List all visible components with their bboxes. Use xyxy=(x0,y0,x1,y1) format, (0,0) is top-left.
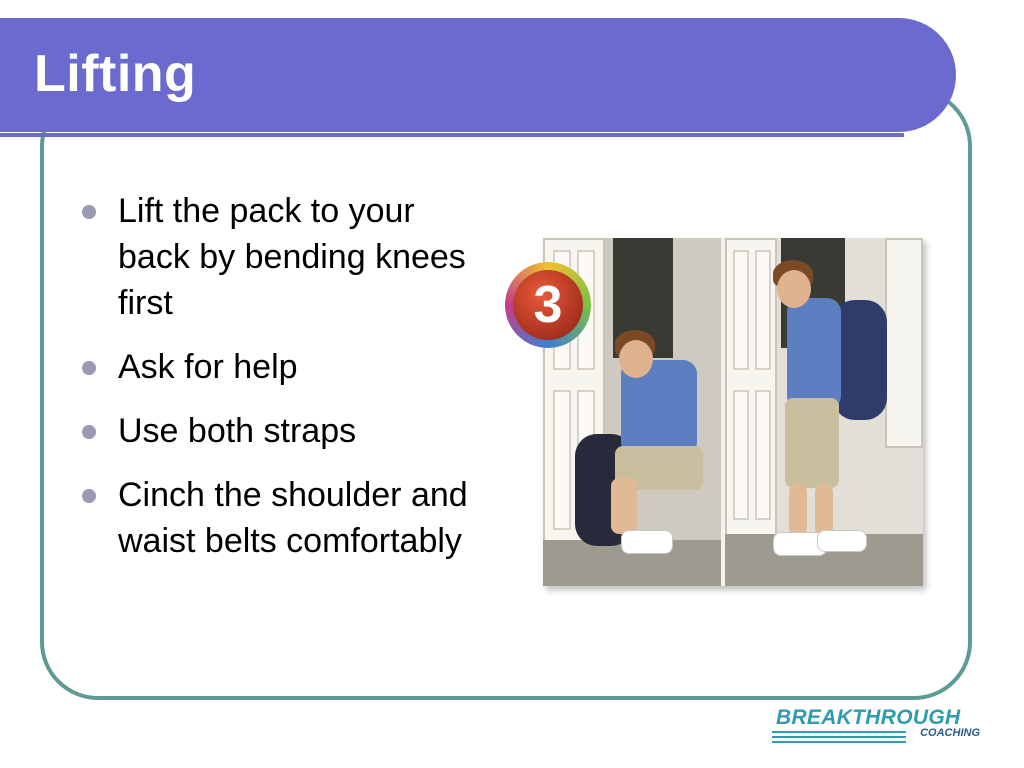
title-underline xyxy=(0,133,904,137)
backpack xyxy=(833,300,887,420)
breakthrough-coaching-logo xyxy=(772,706,986,744)
logo-main-text: BREAKTHROUGH xyxy=(776,706,961,729)
boy-shirt xyxy=(787,298,841,410)
door-panel xyxy=(755,390,771,520)
bullet-list xyxy=(80,188,480,582)
bullet-text: Use both straps xyxy=(118,412,357,450)
bullet-text: Cinch the shoulder and waist belts comfortably xyxy=(118,476,468,560)
door-panel xyxy=(553,390,571,530)
door-panel xyxy=(733,250,749,370)
boy-shoe xyxy=(817,530,867,552)
logo-stripe xyxy=(772,741,906,743)
door-panel xyxy=(755,250,771,370)
boy-shoe xyxy=(621,530,673,554)
step-number: 3 xyxy=(513,270,583,340)
lifting-photo xyxy=(543,238,923,586)
door xyxy=(725,238,777,538)
bullet-text: Lift the pack to your back by bending knees first xyxy=(118,192,466,322)
boy-head xyxy=(619,340,653,378)
bullet-dot-icon xyxy=(82,425,96,439)
bullet-dot-icon xyxy=(82,205,96,219)
logo-stripe xyxy=(772,731,906,733)
logo-stripe xyxy=(772,736,906,738)
step-number-badge xyxy=(505,262,591,348)
boy-leg xyxy=(611,478,637,534)
bullet-item xyxy=(80,188,480,326)
bullet-item xyxy=(80,344,480,390)
photo-panel-standing xyxy=(725,238,923,586)
bullet-text: Ask for help xyxy=(118,348,298,386)
door xyxy=(885,238,923,448)
logo-sub-text: COACHING xyxy=(920,727,980,739)
bullet-dot-icon xyxy=(82,361,96,375)
boy-shorts xyxy=(785,398,839,488)
door-panel xyxy=(733,390,749,520)
boy-leg xyxy=(789,484,807,536)
bullet-item xyxy=(80,408,480,454)
bullet-item xyxy=(80,472,480,564)
boy-head xyxy=(777,270,811,308)
boy-leg xyxy=(815,484,833,536)
slide-title: Lifting xyxy=(34,45,197,103)
bullet-dot-icon xyxy=(82,489,96,503)
